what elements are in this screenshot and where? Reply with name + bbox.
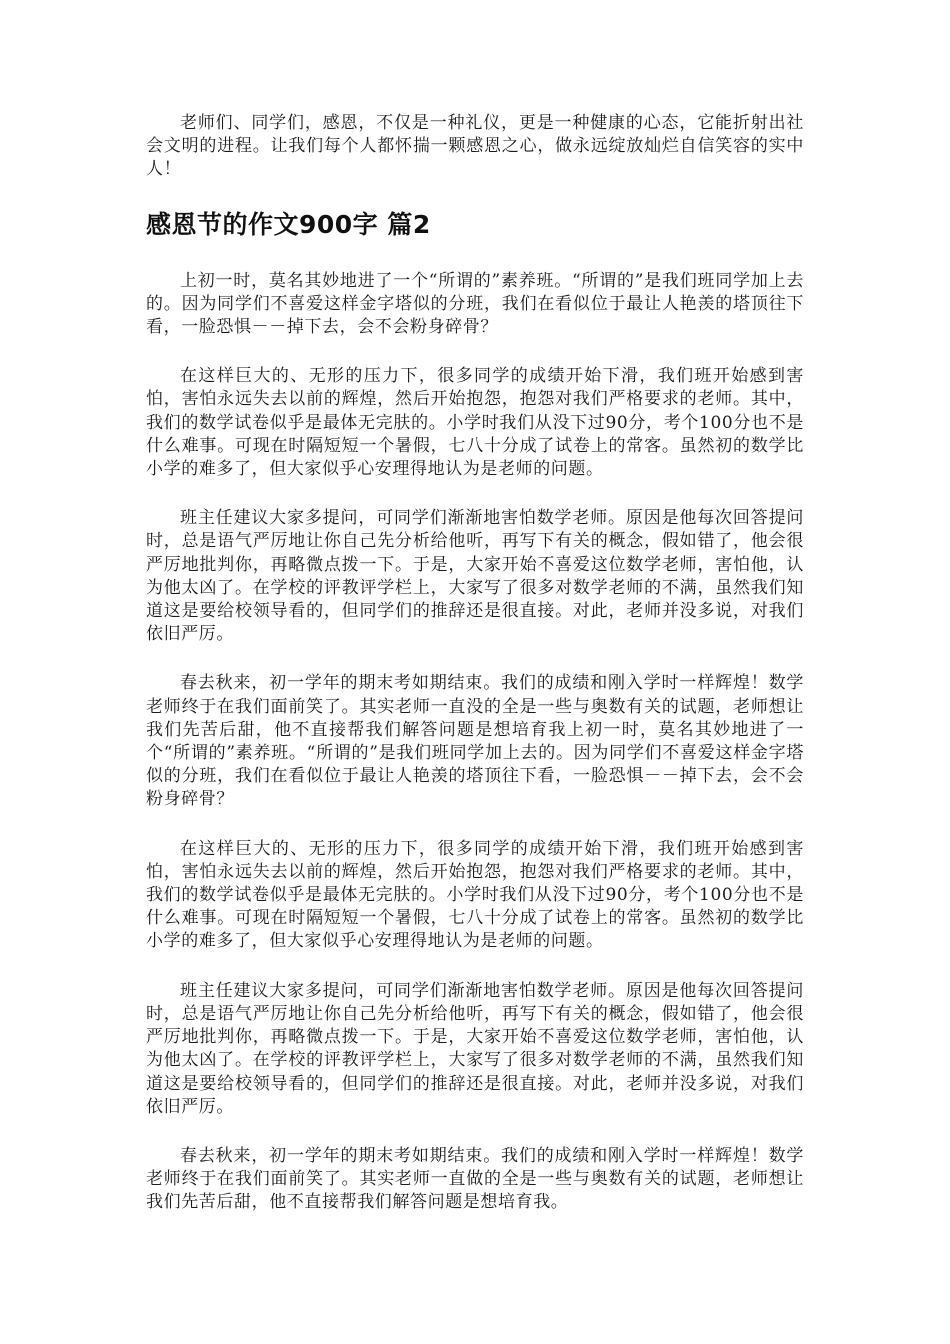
intro-paragraph: 老师们、同学们，感恩，不仅是一种礼仪，更是一种健康的心态，它能折射出社会文明的进程。让我们每个人都怀揣一颗感恩之心，做永远绽放灿烂自信笑容的实中人！ — [146, 113, 804, 180]
body-paragraph-1: 上初一时，莫名其妙地进了一个“所谓的”素养班。“所谓的”是我们班同学加上去的。因为同学们不喜爱这样金字塔似的分班，我们在看似位于最让人艳羡的塔顶往下看，一脸恐惧－－掉下去，会不会粉身碎骨？ — [146, 270, 804, 338]
body-paragraph-4: 春去秋来，初一学年的期末考如期结束。我们的成绩和刚入学时一样辉煌！数学老师终于在我们面前笑了。其实老师一直没的全是一些与奥数有关的试题，老师想让我们先苦后甜，他不直接帮我们解答问题是想培育我上初一时，莫名其妙地进了一个“所谓的”素养班。“所谓的”是我们班同学加上去的。因为同学们不喜爱这样金字塔似的分班，我们在看似位于最让人艳羡的塔顶往下看，一脸恐惧－－掉下去，会不会粉身碎骨？ — [146, 673, 804, 810]
body-paragraph-2: 在这样巨大的、无形的压力下，很多同学的成绩开始下滑，我们班开始感到害怕，害怕永远失去以前的辉煌，然后开始抱怨，抱怨对我们严格要求的老师。其中，我们的数学试卷似乎是最体无完肤的。小学时我们从没下过90分，考个100分也不是什么难事。可现在时隔短短一个暑假，七八十分成了试卷上的常客。虽然初的数学比小学的难多了，但大家似乎心安理得地认为是老师的问题。 — [146, 366, 804, 480]
body-paragraph-6: 班主任建议大家多提问，可同学们渐渐地害怕数学老师。原因是他每次回答提问时，总是语气严厉地让你自己先分析给他听，再写下有关的概念，假如错了，他会很严厉地批判你，再略微点拨一下。于是，大家开始不喜爱这位数学老师，害怕他，认为他太凶了。在学校的评教评学栏上，大家写了很多对数学老师的不满，虽然我们知道这是要给校领导看的，但同学们的推辞还是很直接。对此，老师并没多说，对我们依旧严厉。 — [146, 980, 804, 1117]
body-paragraph-5: 在这样巨大的、无形的压力下，很多同学的成绩开始下滑，我们班开始感到害怕，害怕永远失去以前的辉煌，然后开始抱怨，抱怨对我们严格要求的老师。其中，我们的数学试卷似乎是最体无完肤的。小学时我们从没下过90分，考个100分也不是什么难事。可现在时隔短短一个暑假，七八十分成了试卷上的常客。虽然初的数学比小学的难多了，但大家似乎心安理得地认为是老师的问题。 — [146, 838, 804, 952]
body-paragraph-3: 班主任建议大家多提问，可同学们渐渐地害怕数学老师。原因是他每次回答提问时，总是语气严厉地让你自己先分析给他听，再写下有关的概念，假如错了，他会很严厉地批判你，再略微点拨一下。于是，大家开始不喜爱这位数学老师，害怕他，认为他太凶了。在学校的评教评学栏上，大家写了很多对数学老师的不满，虽然我们知道这是要给校领导看的，但同学们的推辞还是很直接。对此，老师并没多说，对我们依旧严厉。 — [146, 508, 804, 645]
section-heading: 感恩节的作文900字 篇2 — [146, 209, 431, 239]
body-paragraph-7: 春去秋来，初一学年的期末考如期结束。我们的成绩和刚入学时一样辉煌！数学老师终于在我们面前笑了。其实老师一直做的全是一些与奥数有关的试题，老师想让我们先苦后甜，他不直接帮我们解答问题是想培育我。 — [146, 1145, 804, 1213]
document-page — [146, 112, 804, 1241]
